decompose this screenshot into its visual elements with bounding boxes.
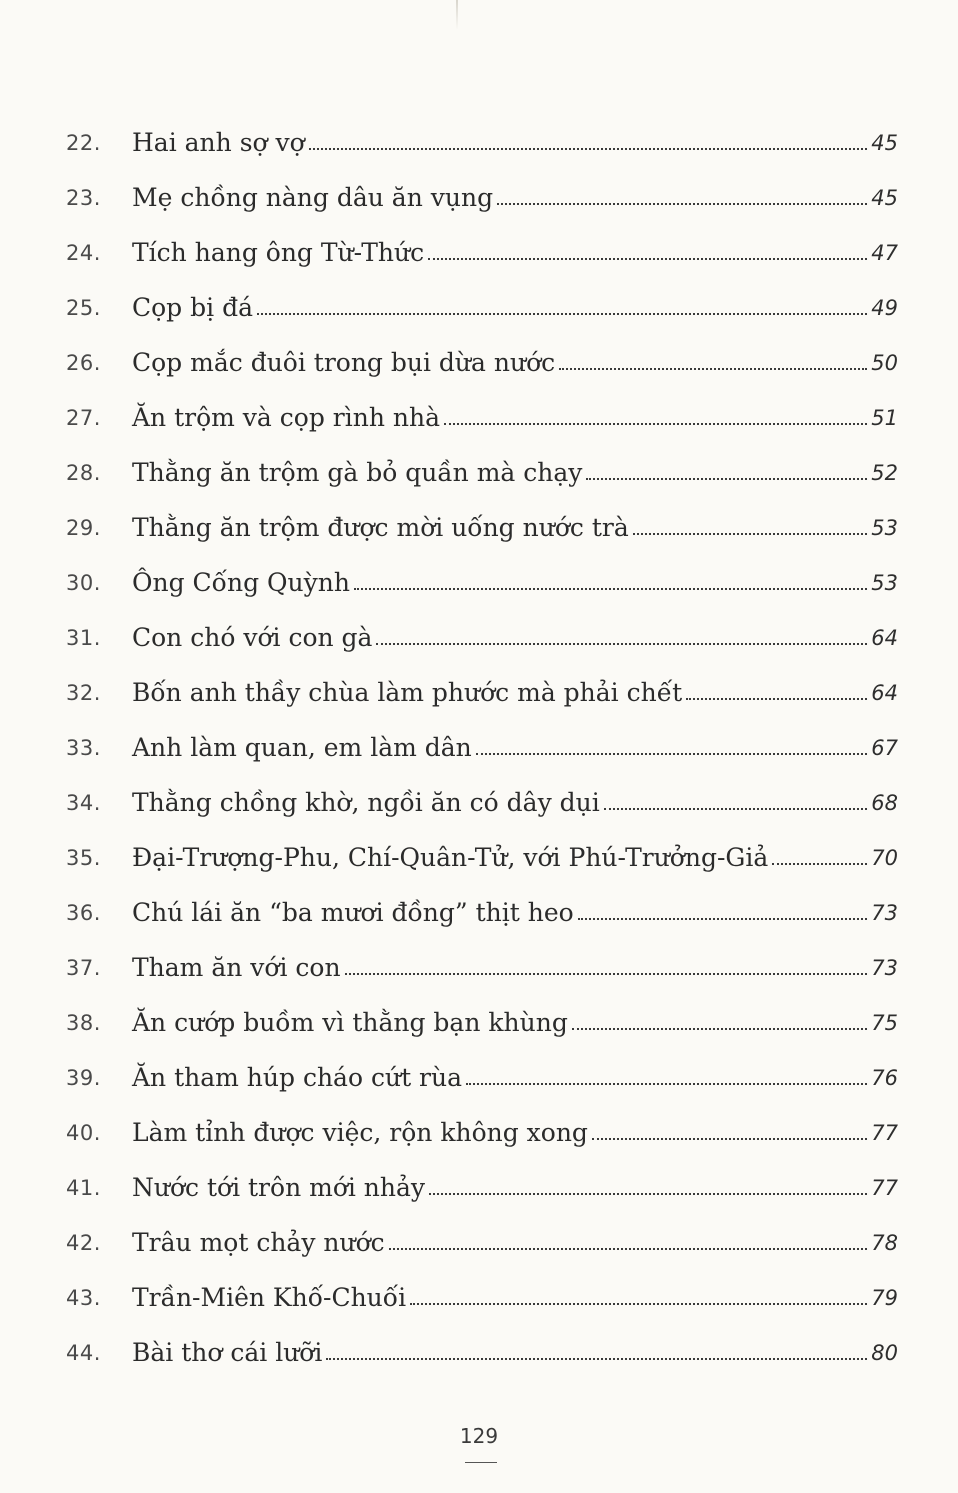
binding-mark [456, 0, 458, 30]
toc-entry-page: 49 [871, 296, 898, 320]
dot-leader [429, 1192, 867, 1195]
dot-leader [578, 917, 868, 920]
toc-entry [66, 874, 898, 929]
toc-entry-page: 80 [871, 1341, 898, 1365]
dot-leader [444, 422, 867, 425]
toc-entry-page: 70 [871, 846, 898, 870]
dot-leader [389, 1247, 868, 1250]
toc-entry-number: 39. [66, 1066, 101, 1090]
toc-entry-title: Mẹ chồng nàng dâu ăn vụng [132, 183, 494, 212]
toc-entry-title: Nước tới trôn mới nhảy [132, 1173, 426, 1202]
toc-entry-title: Đại-Trượng-Phu, Chí-Quân-Tử, với Phú-Trưởng-Giả [132, 843, 769, 872]
toc-entry-number: 27. [66, 406, 101, 430]
dot-leader [257, 312, 867, 315]
toc-entry-number: 25. [66, 296, 101, 320]
toc-entry-number: 30. [66, 571, 101, 595]
toc-entry-title: Trần-Miên Khố-Chuối [132, 1283, 407, 1312]
dot-leader [410, 1302, 867, 1305]
toc-entry-page: 68 [871, 791, 898, 815]
dot-leader [309, 147, 868, 150]
toc-entry [66, 379, 898, 434]
toc-entry-page: 73 [871, 901, 898, 925]
dot-leader [592, 1137, 867, 1140]
toc-entry-number: 26. [66, 351, 101, 375]
toc-entry [66, 764, 898, 819]
toc-entry [66, 1094, 898, 1149]
toc-entry-title: Ăn trộm và cọp rình nhà [132, 403, 440, 432]
toc-entry-number: 23. [66, 186, 101, 210]
dot-leader [428, 257, 867, 260]
toc-entry [66, 929, 898, 984]
toc-entry-title: Bài thơ cái lưỡi [132, 1338, 323, 1367]
toc-entry [66, 599, 898, 654]
toc-entry-number: 40. [66, 1121, 101, 1145]
toc-entry [66, 324, 898, 379]
toc-entry [66, 819, 898, 874]
dot-leader [604, 807, 868, 810]
toc-entry-number: 44. [66, 1341, 101, 1365]
toc-entry [66, 434, 898, 489]
dot-leader [772, 862, 867, 865]
toc-entry-number: 38. [66, 1011, 101, 1035]
dot-leader [466, 1082, 867, 1085]
dot-leader [497, 202, 867, 205]
toc-entry-page: 75 [871, 1011, 898, 1035]
toc-entry-page: 64 [871, 626, 898, 650]
toc-entry-number: 43. [66, 1286, 101, 1310]
dot-leader [633, 532, 868, 535]
toc-entry [66, 1039, 898, 1094]
toc-entry-title: Anh làm quan, em làm dân [132, 733, 472, 762]
toc-entry [66, 489, 898, 544]
toc-entry-title: Con chó với con gà [132, 623, 373, 652]
toc-entry-title: Ăn tham húp cháo cứt rùa [132, 1063, 463, 1092]
toc-entry-number: 33. [66, 736, 101, 760]
toc-entry-page: 78 [871, 1231, 898, 1255]
toc-entry-title: Làm tỉnh được việc, rộn không xong [132, 1118, 588, 1147]
toc-entry [66, 104, 898, 159]
toc-entry-number: 32. [66, 681, 101, 705]
toc-entry-number: 36. [66, 901, 101, 925]
toc-entry-page: 50 [871, 351, 898, 375]
toc-entry-title: Trâu mọt chảy nước [132, 1228, 385, 1257]
dot-leader [354, 587, 867, 590]
dot-leader [476, 752, 867, 755]
dot-leader [586, 477, 867, 480]
toc-entry-number: 24. [66, 241, 101, 265]
toc-entry-page: 67 [871, 736, 898, 760]
toc-entry-number: 31. [66, 626, 101, 650]
toc-entry-title: Thằng chồng khờ, ngồi ăn có dây dụi [132, 788, 600, 817]
toc-entry [66, 1259, 898, 1314]
toc-entry-title: Tích hang ông Từ-Thức [132, 238, 425, 267]
toc-entry-page: 79 [871, 1286, 898, 1310]
toc-entry [66, 269, 898, 324]
toc-entry-page: 45 [871, 131, 898, 155]
toc-entry [66, 544, 898, 599]
toc-entry-page: 77 [871, 1121, 898, 1145]
page-number-rule [465, 1462, 497, 1463]
toc-entry-number: 42. [66, 1231, 101, 1255]
toc-entry-page: 45 [871, 186, 898, 210]
toc-entry-number: 28. [66, 461, 101, 485]
toc-entry-page: 47 [871, 241, 898, 265]
toc-entry-title: Hai anh sợ vợ [132, 128, 305, 157]
toc-entry [66, 1314, 898, 1369]
dot-leader [326, 1357, 867, 1360]
toc-entry-title: Bốn anh thầy chùa làm phước mà phải chết [132, 678, 683, 707]
toc-entry [66, 654, 898, 709]
toc-entry-title: Cọp mắc đuôi trong bụi dừa nước [132, 348, 556, 377]
toc-entry-page: 76 [871, 1066, 898, 1090]
toc-entry-page: 77 [871, 1176, 898, 1200]
toc-entry [66, 1204, 898, 1259]
toc-entry-number: 41. [66, 1176, 101, 1200]
toc-entry-page: 51 [871, 406, 898, 430]
toc-entry-number: 37. [66, 956, 101, 980]
dot-leader [686, 697, 867, 700]
table-of-contents [66, 104, 898, 1369]
dot-leader [376, 642, 867, 645]
toc-entry-title: Cọp bị đá [132, 293, 253, 322]
toc-entry-number: 35. [66, 846, 101, 870]
toc-entry-page: 53 [871, 516, 898, 540]
toc-entry [66, 709, 898, 764]
toc-entry-page: 64 [871, 681, 898, 705]
toc-entry-title: Chú lái ăn “ba mươi đồng” thịt heo [132, 898, 574, 927]
toc-entry-number: 29. [66, 516, 101, 540]
toc-entry [66, 984, 898, 1039]
toc-entry-number: 34. [66, 791, 101, 815]
toc-entry-page: 73 [871, 956, 898, 980]
toc-entry-title: Thằng ăn trộm được mời uống nước trà [132, 513, 629, 542]
toc-entry-title: Thằng ăn trộm gà bỏ quần mà chạy [132, 458, 583, 487]
dot-leader [572, 1027, 867, 1030]
toc-entry-title: Ăn cướp buồm vì thằng bạn khùng [132, 1008, 568, 1037]
dot-leader [559, 367, 867, 370]
toc-entry [66, 159, 898, 214]
toc-entry [66, 1149, 898, 1204]
toc-entry-title: Tham ăn với con [132, 953, 341, 982]
toc-entry-number: 22. [66, 131, 101, 155]
toc-entry-page: 52 [871, 461, 898, 485]
toc-entry-title: Ông Cống Quỳnh [132, 568, 350, 597]
page-number: 129 [459, 1424, 499, 1448]
toc-entry [66, 214, 898, 269]
toc-entry-page: 53 [871, 571, 898, 595]
dot-leader [345, 972, 868, 975]
